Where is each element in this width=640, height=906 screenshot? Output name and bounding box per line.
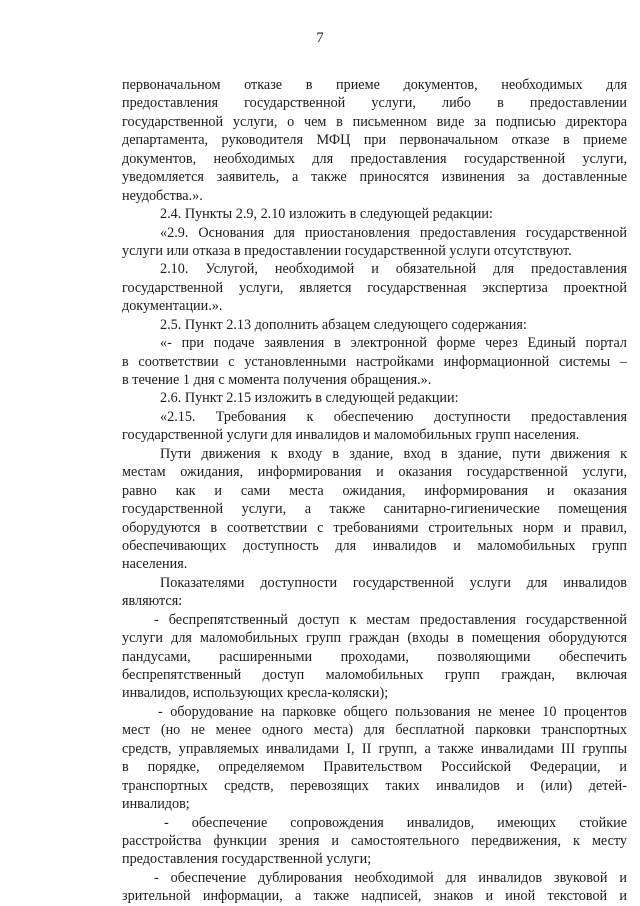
text-line: средств, управляемых инвалидами I, II групп, а также инвалидами III группы bbox=[122, 740, 627, 757]
text-line: равно как и сами места ожидания, информирования и оказания bbox=[122, 482, 627, 499]
text-line: Показателями доступности государственной услуги для инвалидов bbox=[160, 574, 627, 591]
text-line: - обеспечение дублирования необходимой для инвалидов звуковой и bbox=[154, 869, 627, 886]
text-line: населения. bbox=[122, 556, 188, 573]
text-line: зрительной информации, а также надписей, знаков и иной текстовой и bbox=[122, 888, 627, 905]
text-line: в порядке, определяемом Правительством Российской Федерации, и bbox=[122, 759, 627, 776]
text-line: первоначальном отказе в приеме документов, необходимых для bbox=[122, 77, 627, 93]
text-line: являются: bbox=[122, 593, 183, 610]
text-line: инвалидов, использующих кресла-коляски); bbox=[122, 685, 389, 702]
text-line: 2.5. Пункт 2.13 дополнить абзацем следующего содержания: bbox=[160, 316, 527, 333]
document-body bbox=[122, 76, 627, 906]
text-line: 2.6. Пункт 2.15 изложить в следующей редакции: bbox=[160, 390, 459, 407]
text-line: департамента, руководителя МФЦ при первоначальном отказе в приеме bbox=[122, 132, 627, 149]
text-line: мест (но не менее одного места) для бесплатной парковки транспортных bbox=[122, 722, 627, 739]
text-line: «2.15. Требования к обеспечению доступности предоставления bbox=[160, 408, 627, 425]
text-line: в соответствии с установленными настройками информационной системы – bbox=[122, 353, 627, 370]
text-line: уведомляется заявитель, а также приносятся извинения за доставленные bbox=[122, 169, 627, 186]
text-line: - беспрепятственный доступ к местам предоставления государственной bbox=[154, 611, 627, 628]
text-line: предоставления государственной услуги; bbox=[122, 851, 372, 868]
text-line: государственной услуги, является государственная экспертиза проектной bbox=[122, 279, 627, 296]
text-line: предоставления государственной услуги, либо в предоставлении bbox=[122, 95, 627, 112]
text-line: Пути движения к входу в здание, вход в здание, пути движения к bbox=[160, 445, 627, 462]
text-line: пандусами, расширенными проходами, позволяющими обеспечить bbox=[122, 648, 627, 665]
text-line: беспрепятственный доступ маломобильных групп граждан, включая bbox=[122, 667, 627, 683]
text-line: услуги для маломобильных групп граждан (входы в помещения оборудуются bbox=[122, 630, 627, 647]
text-line: документов, необходимых для предоставления государственной услуги, bbox=[122, 150, 627, 167]
text-line: в течение 1 дня с момента получения обращения.». bbox=[122, 372, 432, 388]
text-line: транспортных средств, перевозящих таких инвалидов и (или) детей- bbox=[122, 777, 627, 794]
text-line: государственной услуги, о чем в письменном виде за подписью директора bbox=[122, 113, 627, 130]
text-line: местам ожидания, информирования и оказания государственной услуги, bbox=[122, 464, 627, 481]
text-line: обеспечивающих доступность для инвалидов и маломобильных групп bbox=[122, 537, 627, 554]
text-line: 2.10. Услугой, необходимой и обязательной для предоставления bbox=[160, 261, 627, 278]
page-number: 7 bbox=[316, 30, 324, 46]
text-line: - обеспечение сопровождения инвалидов, имеющих стойкие bbox=[164, 814, 627, 831]
text-line: инвалидов; bbox=[122, 796, 190, 813]
text-line: государственной услуги для инвалидов и маломобильных групп населения. bbox=[122, 427, 580, 444]
text-line: «- при подаче заявления в электронной форме через Единый портал bbox=[160, 335, 627, 352]
text-line: 2.4. Пункты 2.9, 2.10 изложить в следующей редакции: bbox=[160, 206, 493, 223]
text-line: расстройства функции зрения и самостоятельного передвижения, к месту bbox=[122, 832, 627, 849]
text-line: «2.9. Основания для приостановления предоставления государственной bbox=[160, 224, 627, 241]
text-line: документации.». bbox=[122, 298, 223, 315]
text-line: неудобства.». bbox=[122, 187, 203, 204]
text-line: государственной услуги, а также санитарно-гигиенические помещения bbox=[122, 501, 627, 518]
text-line: услуги или отказа в предоставлении государственной услуги отсутствуют. bbox=[122, 242, 572, 259]
text-line: оборудуются в соответствии с требованиями строительных норм и правил, bbox=[122, 519, 627, 536]
text-line: - оборудование на парковке общего пользования не менее 10 процентов bbox=[158, 703, 627, 720]
